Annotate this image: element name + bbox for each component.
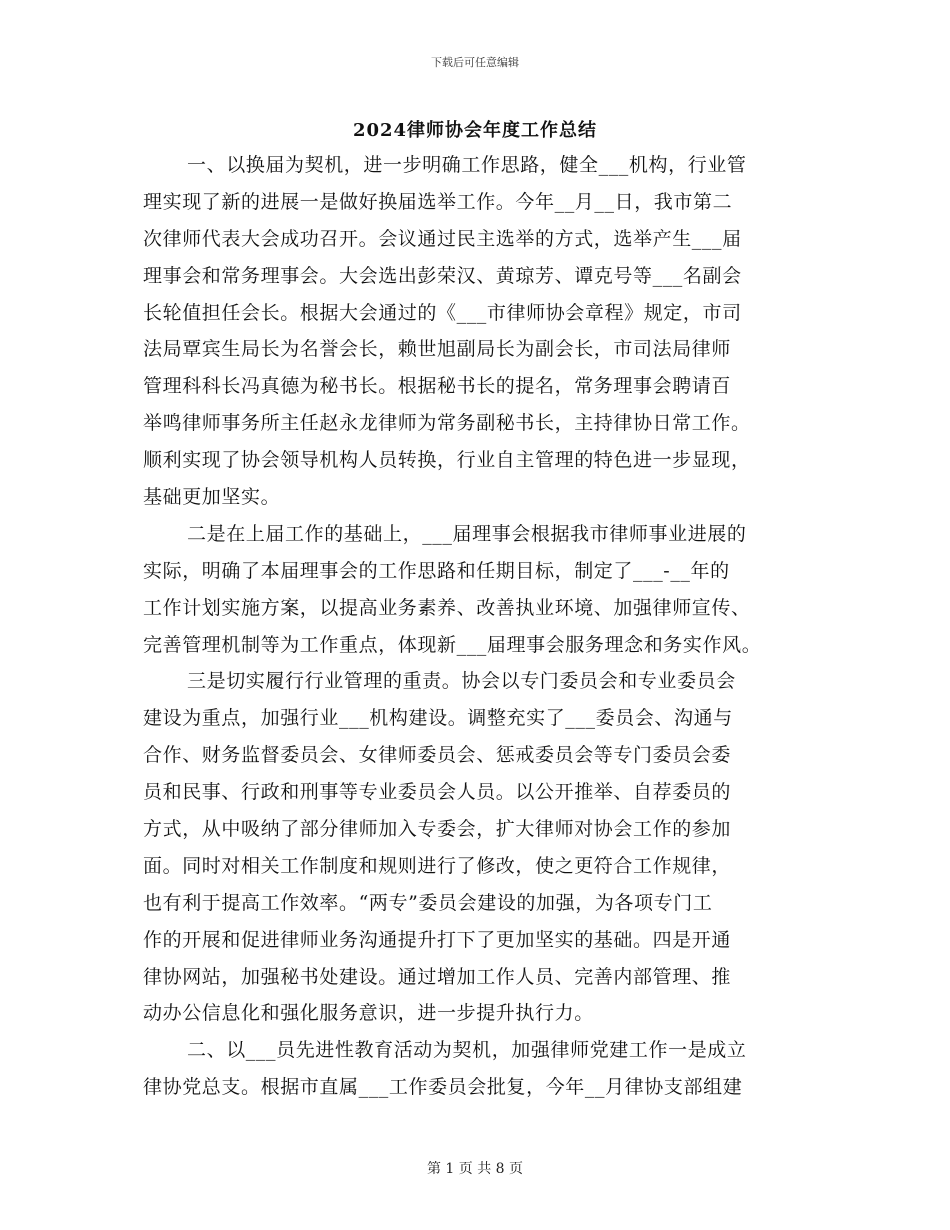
- body-line: 顺利实现了协会领导机构人员转换，行业自主管理的特色进一步显现，: [143, 449, 751, 472]
- body-line: 理实现了新的进展一是做好换届选举工作。今年__月__日，我市第二: [143, 190, 733, 213]
- body-line: 一、以换届为契机，进一步明确工作思路，健全___机构，行业管: [187, 154, 747, 176]
- body-line: 建设为重点，加强行业___机构建设。调整充实了___委员会、沟通与: [143, 707, 733, 730]
- body-line: 举鸣律师事务所主任赵永龙律师为常务副秘书长，主持律协日常工作。: [143, 412, 751, 435]
- body-line: 面。同时对相关工作制度和规则进行了修改，使之更符合工作规律，: [143, 854, 732, 877]
- body-line: 员和民事、行政和刑事等专业委员会人员。以公开推举、自荐委员的: [143, 781, 732, 804]
- body-line: 法局覃宾生局长为名誉会长，赖世旭副局长为副会长，市司法局律师: [143, 338, 732, 361]
- body-line: 动办公信息化和强化服务意识，进一步提升执行力。: [143, 1002, 594, 1025]
- body-line: 工作计划实施方案，以提高业务素养、改善执业环境、加强律师宣传、: [143, 596, 751, 619]
- body-line: 完善管理机制等为工作重点，体现新___届理事会服务理念和务实作风。: [143, 633, 762, 656]
- page-number: 第 1 页 共 8 页: [426, 1161, 524, 1177]
- document-body: [143, 147, 823, 1106]
- document-title: 2024律师协会年度工作总结: [352, 120, 598, 141]
- body-line: 二是在上届工作的基础上，___届理事会根据我市律师事业进展的: [187, 522, 747, 545]
- body-line: 也有利于提高工作效率。“两专”委员会建设的加强，为各项专门工: [143, 891, 713, 914]
- body-line: 次律师代表大会成功召开。会议通过民主选举的方式，选举产生___届: [143, 227, 742, 250]
- body-line: 方式，从中吸纳了部分律师加入专委会，扩大律师对协会工作的参加: [143, 818, 732, 841]
- body-line: 二、以___员先进性教育活动为契机，加强律师党建工作一是成立: [187, 1039, 747, 1062]
- body-line: 长轮值担任会长。根据大会通过的《___市律师协会章程》规定，市司: [143, 301, 742, 324]
- body-line: 管理科科长冯真德为秘书长。根据秘书长的提名，常务理事会聘请百: [143, 375, 732, 398]
- body-line: 实际，明确了本届理事会的工作思路和任期目标，制定了___-__年的: [143, 559, 730, 582]
- body-line: 律协党总支。根据市直属___工作委员会批复，今年__月律协支部组建: [143, 1076, 743, 1099]
- body-line: 理事会和常务理事会。大会选出彭荣汉、黄琼芳、谭克号等___名副会: [143, 264, 742, 287]
- body-line: 三是切实履行行业管理的重责。协会以专门委员会和专业委员会: [187, 670, 736, 693]
- body-line: 作的开展和促进律师业务沟通提升打下了更加坚实的基础。四是开通: [143, 928, 732, 951]
- page-header-note: 下载后可任意编辑: [431, 56, 519, 69]
- body-line: 基础更加坚实。: [143, 486, 281, 509]
- body-line: 合作、财务监督委员会、女律师委员会、惩戒委员会等专门委员会委: [143, 744, 732, 767]
- body-line: 律协网站，加强秘书处建设。通过增加工作人员、完善内部管理、推: [143, 965, 732, 988]
